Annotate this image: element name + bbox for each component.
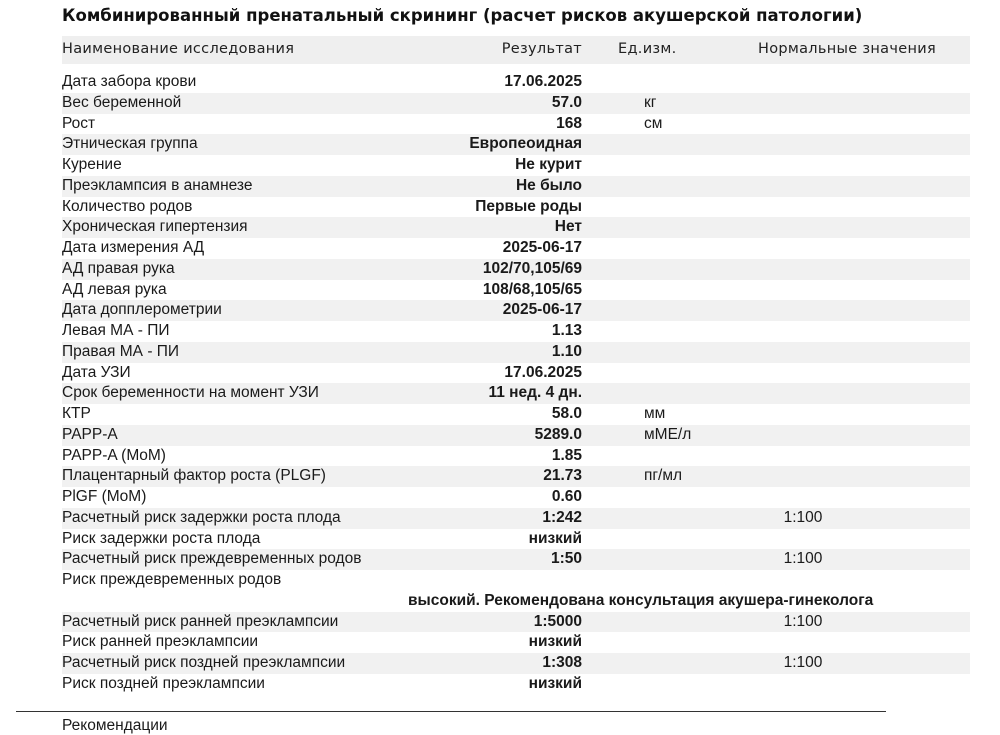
row-unit: мМЕ/л <box>644 425 692 443</box>
row-value: 2025-06-17 <box>502 301 582 319</box>
row-norm: 1:100 <box>783 550 823 568</box>
row-name: Этническая группа <box>62 135 198 153</box>
row-name: Дата забора крови <box>62 73 197 90</box>
divider-line <box>16 711 886 712</box>
table-row <box>62 321 970 342</box>
row-value: 168 <box>556 114 582 132</box>
row-name: Риск задержки роста плода <box>62 529 261 547</box>
row-unit: мм <box>644 405 666 422</box>
table-row <box>62 72 970 93</box>
row-value: 1.13 <box>551 322 582 339</box>
table-row <box>62 653 970 674</box>
table-row <box>62 404 970 425</box>
row-value: 11 нед. 4 дн. <box>488 384 582 402</box>
row-value: 57.0 <box>551 93 582 111</box>
row-unit: пг/мл <box>644 467 683 485</box>
row-norm: 1:100 <box>783 508 823 526</box>
row-value: Нет <box>554 218 582 236</box>
row-name: Преэклампсия в анамнезе <box>62 176 253 194</box>
row-name: КТР <box>62 405 91 422</box>
table-row <box>62 259 970 280</box>
table-row <box>62 134 970 155</box>
row-name: АД правая рука <box>62 259 175 277</box>
table-row <box>62 93 970 114</box>
table-row <box>62 300 970 321</box>
row-norm: 1:100 <box>783 654 823 671</box>
row-norm: 1:100 <box>783 612 823 630</box>
header-name: Наименование исследования <box>62 41 295 57</box>
row-name: Риск поздней преэклампсии <box>62 674 265 692</box>
row-name: Расчетный риск задержки роста плода <box>62 508 341 526</box>
table-row <box>62 529 970 550</box>
table-header <box>62 36 970 64</box>
row-value: 1.85 <box>551 446 582 464</box>
row-value: низкий <box>528 674 582 692</box>
row-value: 21.73 <box>543 467 582 485</box>
row-value: 108/68,105/65 <box>482 280 582 298</box>
row-name: PAPP-A <box>62 425 118 443</box>
row-name: Вес беременной <box>62 93 182 111</box>
row-value: 1:5000 <box>533 612 582 630</box>
row-value: Не было <box>515 176 582 194</box>
table-row <box>62 176 970 197</box>
row-name: Левая МА - ПИ <box>62 322 170 339</box>
table-row <box>62 114 970 135</box>
table-row <box>62 549 970 570</box>
row-name: PAPP-A (MoM) <box>62 446 166 464</box>
row-value: Не курит <box>515 156 582 173</box>
row-name: Плацентарный фактор роста (PLGF) <box>62 467 326 485</box>
row-value: 2025-06-17 <box>502 239 582 256</box>
table-row <box>62 446 970 467</box>
table-row <box>62 632 970 653</box>
row-name: АД левая рука <box>62 280 167 298</box>
table-row <box>62 612 970 633</box>
row-unit: см <box>644 114 663 132</box>
row-name: Рост <box>62 114 96 132</box>
row-unit: кг <box>644 93 657 111</box>
row-value: высокий. Рекомендована консультация акушера-гинеколога <box>408 591 874 609</box>
row-name: Риск ранней преэклампсии <box>62 633 259 651</box>
table-row <box>62 280 970 301</box>
row-value: 0.60 <box>551 488 582 505</box>
recommendations-label: Рекомендации <box>62 717 168 734</box>
row-name: Срок беременности на момент УЗИ <box>62 384 319 402</box>
row-name: Правая МА - ПИ <box>62 342 180 360</box>
row-value: низкий <box>528 529 582 547</box>
table-row <box>62 217 970 238</box>
row-name: Дата измерения АД <box>62 239 205 256</box>
table-row <box>62 466 970 487</box>
row-name: Количество родов <box>62 197 193 215</box>
header-unit: Ед.изм. <box>618 41 677 57</box>
row-value: 1:242 <box>542 508 582 526</box>
table-row <box>62 383 970 404</box>
row-name: Расчетный риск поздней преэклампсии <box>62 654 346 671</box>
row-value: 5289.0 <box>534 425 582 443</box>
row-name: Расчетный риск преждевременных родов <box>62 550 362 568</box>
table-row <box>62 155 970 176</box>
table-row <box>62 570 970 612</box>
table-row <box>62 342 970 363</box>
row-value: 17.06.2025 <box>504 363 582 381</box>
row-value: 102/70,105/69 <box>482 259 582 277</box>
row-name: Дата УЗИ <box>62 363 131 381</box>
document-title: Комбинированный пренатальный скрининг (расчет рисков акушерской патологии) <box>62 6 863 25</box>
row-value: 1:50 <box>550 550 582 568</box>
row-value: Европеоидная <box>469 135 582 153</box>
row-value: Первые роды <box>475 197 582 215</box>
header-result: Результат <box>501 41 582 57</box>
table-row <box>62 363 970 384</box>
table-row <box>62 238 970 259</box>
row-name: Расчетный риск ранней преэклампсии <box>62 612 339 630</box>
header-norm: Нормальные значения <box>758 41 936 57</box>
row-name: Курение <box>62 156 122 173</box>
table-row <box>62 425 970 446</box>
table-row <box>62 487 970 508</box>
results-table <box>62 72 970 695</box>
row-name: Хроническая гипертензия <box>62 218 248 236</box>
row-name: Риск преждевременных родов <box>62 571 282 588</box>
row-value: низкий <box>528 633 582 651</box>
row-value: 1:308 <box>542 654 582 671</box>
table-row <box>62 508 970 529</box>
row-name: PlGF (MoM) <box>62 488 147 505</box>
row-value: 17.06.2025 <box>504 73 582 90</box>
table-row <box>62 674 970 695</box>
row-name: Дата допплерометрии <box>62 301 222 319</box>
table-row <box>62 197 970 218</box>
row-value: 1.10 <box>551 342 582 360</box>
row-value: 58.0 <box>551 405 582 422</box>
